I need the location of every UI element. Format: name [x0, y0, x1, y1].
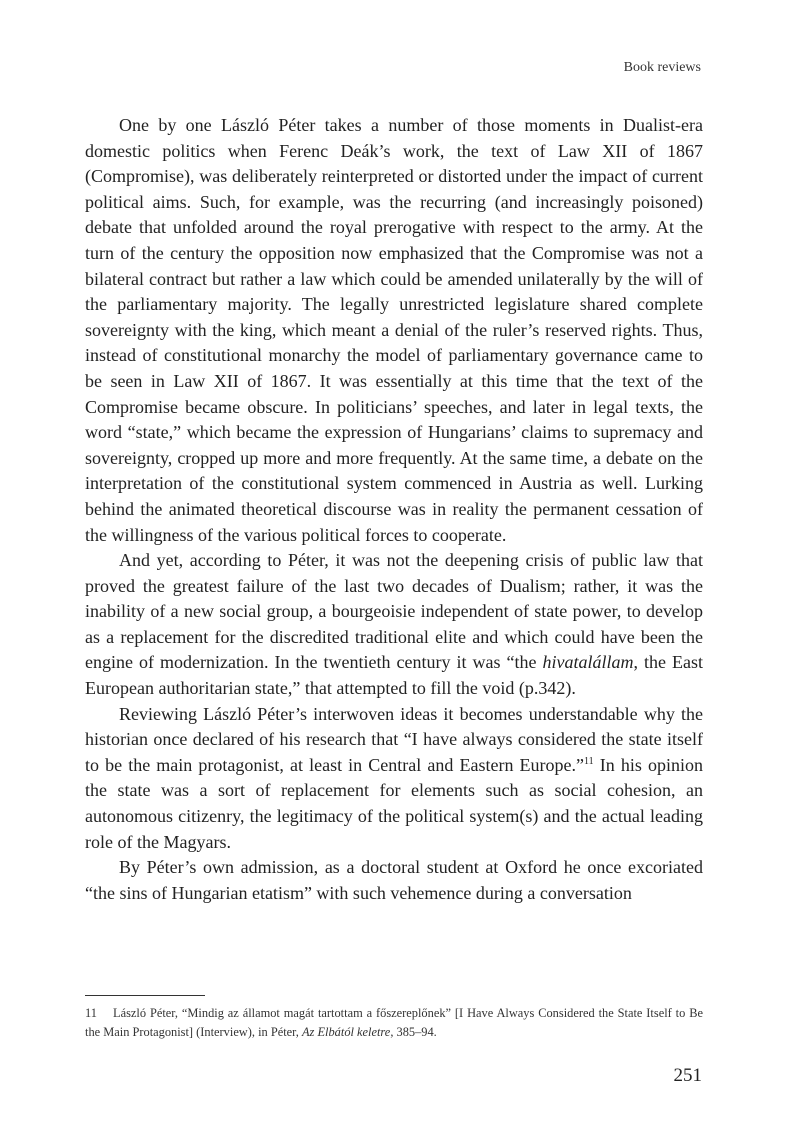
footnote — [85, 1004, 703, 1042]
footnote-book-title: Az Elbától keletre — [301, 1025, 391, 1039]
paragraph-2 — [85, 548, 703, 702]
footnote-reference[interactable]: 11 — [584, 755, 594, 767]
paragraph-3 — [85, 702, 703, 856]
paragraph-2-italic-term: hivatalállam — [542, 652, 634, 673]
paragraph-3-text-a: Reviewing László Péter’s interwoven ideas it becomes understandable why the historian once declared of his research that “I have always considered the state itself to be the main protagonist, at least in Central and Eastern Europe.” — [85, 703, 703, 775]
paragraph-1: One by one László Péter takes a number of those moments in Dualist-era domestic politics when Ferenc Deák’s work, the text of Law XII of 1867 (Compromise), was deliberately reinterpreted or distorted under the impact of current political aims. Such, for example, was the recurring (and increasingly poisoned) debate that unfolded around the royal prerogative with respect to the army. At the turn of the century the opposition now emphasized that the Compromise was not a bilateral contract but rather a law which could be amended unilaterally by the will of the parliamentary majority. The legally unrestricted legislature shared complete sovereignty with the king, which meant a denial of the ruler’s reserved rights. Thus, instead of constitutional monarchy the model of parliamentary governance came to be seen in Law XII of 1867. It was essentially at this time that the text of the Compromise became obscure. In politicians’ speeches, and later in legal texts, the word “state,” which became the expression of Hungarians’ claims to supremacy and sovereignty, cropped up more and more frequently. At the same time, a debate on the interpretation of the constitutional system commenced in Austria as well. Lurking behind the animated theoretical discourse was in reality the permanent cessation of the willingness of the various political forces to cooperate. — [85, 115, 703, 545]
main-text — [85, 113, 703, 906]
paragraph-2-text-b: , the East European authoritarian state,” that attempted to fill the void (p.342). — [85, 652, 703, 699]
footnote-text-a: László Péter, “Mindig az államot magát tartottam a főszereplőnek” [I Have Always Considered the State Itself to Be the Main Protagonist] (Interview), in Péter, — [85, 1006, 703, 1039]
running-head: Book reviews — [623, 60, 701, 75]
footnote-number: 11 — [85, 1006, 97, 1020]
page-number: 251 — [673, 1065, 702, 1086]
footnote-divider — [85, 995, 205, 996]
footnote-text-b: , 385–94. — [390, 1025, 437, 1039]
paragraph-4: By Péter’s own admission, as a doctoral student at Oxford he once excoriated “the sins of Hungarian etatism” with such vehemence during a conversation — [85, 857, 703, 903]
paragraph-3-text-b: In his opinion the state was a sort of replacement for elements such as social cohesion, an autonomous citizenry, the legitimacy of the political system(s) and the actual leading role of the Magyars. — [85, 754, 703, 852]
paragraph-2-text-a: And yet, according to Péter, it was not the deepening crisis of public law that proved the greatest failure of the last two decades of Dualism; rather, it was the inability of a new social group, a bourgeoisie independent of state power, to develop as a replacement for the discredited traditional elite and which could have been the engine of modernization. In the twentieth century it was “the — [85, 550, 703, 673]
